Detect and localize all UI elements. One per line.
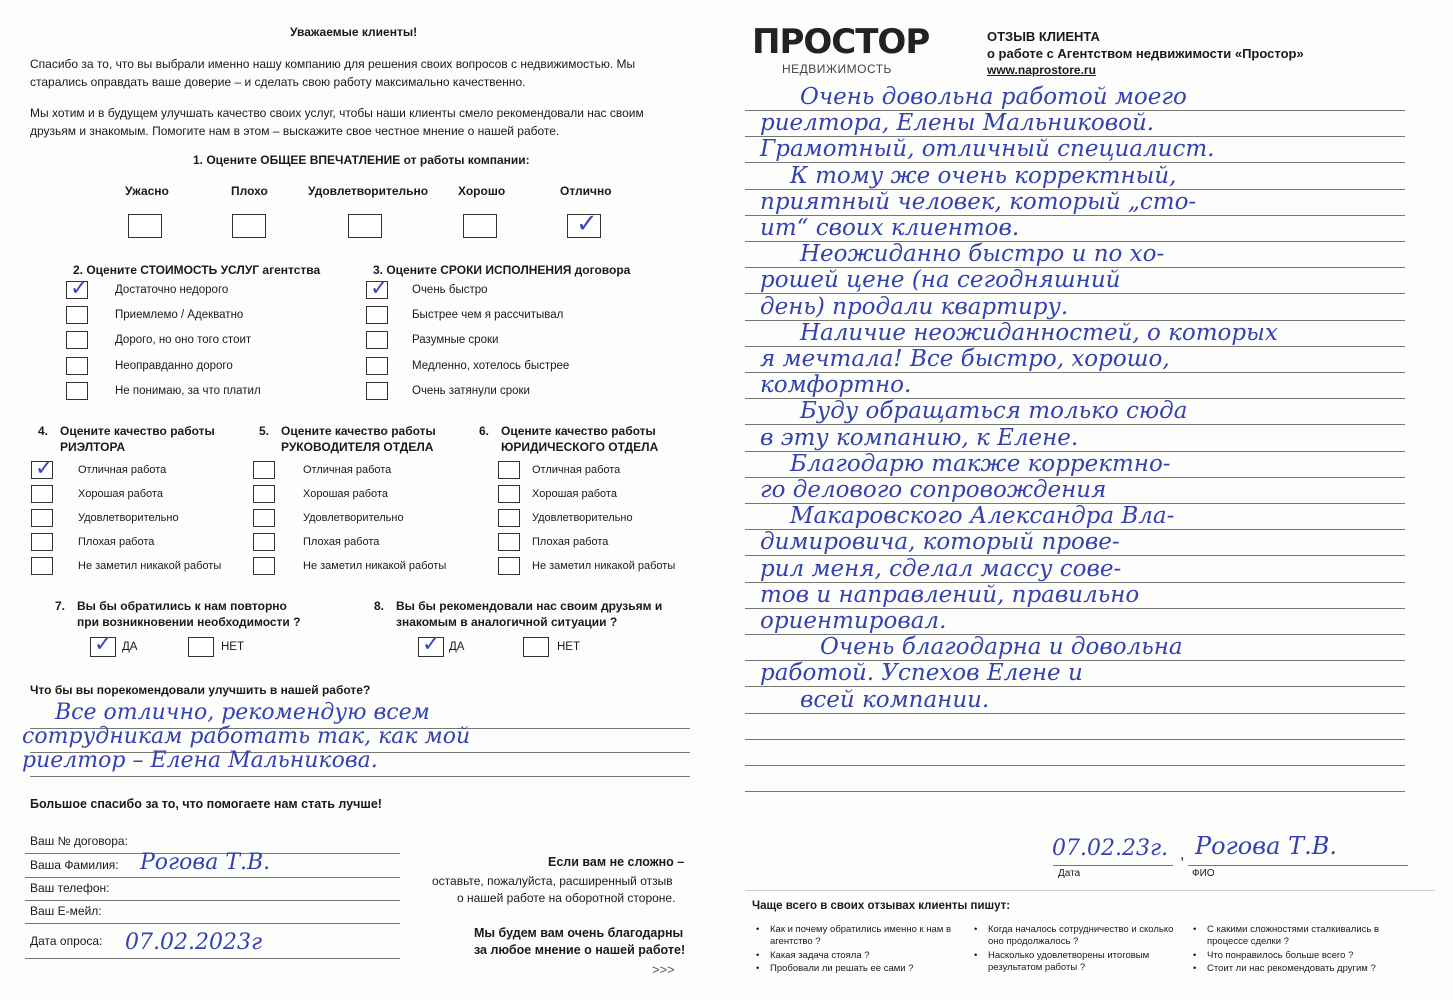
q3-checkbox-4[interactable]	[366, 357, 388, 375]
sign-name-line	[1188, 865, 1408, 866]
q4-option-3: Удовлетворительно	[78, 512, 179, 524]
tip-3-2: • Что понравилось больше всего ?	[1207, 950, 1407, 962]
review-line: день) продали квартиру.	[760, 293, 1069, 320]
prostor-logo	[752, 24, 932, 80]
q8-label-no: НЕТ	[557, 641, 580, 653]
q1-checkbox-awful[interactable]	[128, 214, 162, 238]
q1-checkbox-good[interactable]	[463, 214, 497, 238]
improve-answer-1: Все отлично, рекомендую всем	[55, 700, 430, 725]
q4-checkbox-1[interactable]	[31, 461, 53, 479]
q6-option-3: Удовлетворительно	[532, 512, 633, 524]
q1-checkbox-ok[interactable]	[348, 214, 382, 238]
review-line: в эту компанию, к Елене.	[760, 424, 1079, 451]
review-line: Благодарю также корректно-	[790, 450, 1171, 477]
q2-checkbox-1[interactable]	[66, 281, 88, 299]
q6-checkbox-4[interactable]	[498, 533, 520, 551]
q7-label-no: НЕТ	[221, 641, 244, 653]
q5-title-1: Оцените качество работы	[281, 424, 436, 438]
review-line: тов и направлений, правильно	[760, 581, 1140, 608]
q1-title: 1. Оцените ОБЩЕЕ ВПЕЧАТЛЕНИЕ от работы компании:	[193, 153, 530, 167]
q7-title-2: при возникновении необходимости ?	[77, 615, 301, 629]
tip-2-1: • Когда началось сотрудничество и сколько оно продолжалось ?	[988, 924, 1183, 948]
extra-review-line-2: о нашей работе на оборотной стороне.	[457, 891, 676, 905]
q3-option-3: Разумные сроки	[412, 334, 499, 346]
q7-checkbox-no[interactable]	[188, 637, 214, 657]
review-header-subtitle: о работе с Агентством недвижимости «Простор»	[987, 46, 1304, 61]
review-line: Макаровского Александра Вла-	[790, 503, 1175, 530]
q4-checkbox-2[interactable]	[31, 485, 53, 503]
contract-label: Ваш № договора:	[30, 834, 128, 848]
review-line: рил меня, сделал массу сове-	[760, 555, 1122, 582]
extra-review-title: Если вам не сложно –	[548, 855, 685, 869]
q2-option-5: Не понимаю, за что платил	[115, 385, 261, 397]
improve-answer-3: риелтор – Елена Мальникова.	[22, 748, 378, 773]
tips-divider	[745, 890, 1435, 891]
q8-checkbox-no[interactable]	[523, 637, 549, 657]
logo-main-text: ПРОСТОР	[752, 22, 930, 62]
q5-checkbox-2[interactable]	[253, 485, 275, 503]
tip-1-3: • Пробовали ли решать ее сами ?	[770, 963, 970, 975]
tip-1-1: • Как и почему обратились именно к нам в агентство ?	[770, 924, 970, 948]
q1-label-excellent: Отлично	[560, 184, 612, 198]
q6-checkbox-3[interactable]	[498, 509, 520, 527]
tip-1-2: • Какая задача стояла ?	[770, 950, 970, 962]
q5-option-4: Плохая работа	[303, 536, 380, 548]
q6-number: 6.	[479, 424, 490, 438]
review-line: К тому же очень корректный,	[790, 162, 1177, 189]
q3-option-1: Очень быстро	[412, 284, 488, 296]
surname-line	[25, 877, 400, 878]
review-rule-line	[745, 791, 1405, 792]
q3-option-2: Быстрее чем я рассчитывал	[412, 309, 564, 321]
q2-title: 2. Оцените СТОИМОСТЬ УСЛУГ агентства	[73, 263, 321, 277]
q4-number: 4.	[38, 424, 49, 438]
email-label: Ваш Е-мейл:	[30, 904, 102, 918]
q4-checkbox-5[interactable]	[31, 557, 53, 575]
review-line: димировича, который прове-	[760, 529, 1120, 556]
review-rule-line	[745, 713, 1405, 714]
q3-checkbox-1[interactable]	[366, 281, 388, 299]
q5-option-3: Удовлетворительно	[303, 512, 404, 524]
q4-checkbox-3[interactable]	[31, 509, 53, 527]
review-line: Неожиданно быстро и по хо-	[800, 241, 1165, 268]
extra-review-line-1: оставьте, пожалуйста, расширенный отзыв	[432, 874, 673, 888]
q8-checkbox-yes[interactable]	[418, 637, 444, 657]
review-line: Очень довольна работой моего	[800, 84, 1187, 110]
q3-title: 3. Оцените СРОКИ ИСПОЛНЕНИЯ договора	[373, 263, 631, 277]
q3-checkbox-5[interactable]	[366, 382, 388, 400]
q1-label-bad: Плохо	[231, 184, 268, 198]
review-line: Буду обращаться только сюда	[800, 398, 1188, 425]
review-line: Грамотный, отличный специалист.	[760, 136, 1215, 163]
q7-title-1: Вы бы обратились к нам повторно	[77, 599, 287, 613]
surname-value[interactable]: Рогова Т.В.	[140, 850, 271, 875]
sign-name-value[interactable]: Рогова Т.В.	[1195, 832, 1337, 860]
review-line: рошей цене (на сегодняшний	[760, 267, 1121, 294]
sign-separator: ,	[1180, 846, 1185, 863]
q5-checkbox-1[interactable]	[253, 461, 275, 479]
q2-checkbox-3[interactable]	[66, 331, 88, 349]
q5-option-5: Не заметил никакой работы	[303, 560, 447, 572]
q5-number: 5.	[259, 424, 270, 438]
next-page-arrows: >>>	[652, 962, 675, 977]
review-line: Наличие неожиданностей, о которых	[800, 319, 1278, 346]
review-line: Очень благодарна и довольна	[820, 634, 1183, 661]
improve-line-3	[30, 776, 690, 777]
tip-3-1: • С какими сложностями сталкивались в процессе сделки ?	[1207, 924, 1407, 948]
q5-checkbox-5[interactable]	[253, 557, 275, 575]
q4-checkbox-4[interactable]	[31, 533, 53, 551]
review-line: приятный человек, который „сто-	[760, 188, 1197, 215]
phone-line	[25, 900, 400, 901]
phone-label: Ваш телефон:	[30, 881, 110, 895]
q4-option-2: Хорошая работа	[78, 488, 163, 500]
q4-title-2: РИЭЛТОРА	[60, 440, 126, 454]
sign-date-line	[1053, 865, 1173, 866]
q2-checkbox-4[interactable]	[66, 357, 88, 375]
q6-option-2: Хорошая работа	[532, 488, 617, 500]
tip-2-2: • Насколько удовлетворены итоговым результатом работы ?	[988, 950, 1183, 974]
q6-title-1: Оцените качество работы	[501, 424, 656, 438]
q6-option-5: Не заметил никакой работы	[532, 560, 676, 572]
q8-label-yes: ДА	[449, 641, 465, 653]
surname-label: Ваша Фамилия:	[30, 858, 119, 872]
q2-option-2: Приемлемо / Адекватно	[115, 309, 244, 321]
email-line	[25, 923, 400, 924]
q2-option-4: Неоправданно дорого	[115, 360, 233, 372]
tip-3-3: • Стоит ли нас рекомендовать другим ?	[1207, 963, 1407, 975]
q1-label-good: Хорошо	[458, 184, 506, 198]
q5-checkbox-3[interactable]	[253, 509, 275, 527]
q1-checkbox-bad[interactable]	[232, 214, 266, 238]
review-line: я мечтала! Все быстро, хорошо,	[760, 346, 1170, 372]
q2-option-1: Достаточно недорого	[115, 284, 229, 296]
intro-paragraph-1: Спасибо за то, что вы выбрали именно нашу компанию для решения своих вопросов с недвижимостью. Мы старались оправдать ваше доверие – и сделать свою работу максимально качественно.	[30, 57, 636, 89]
q2-checkbox-2[interactable]	[66, 306, 88, 324]
survey-date-line	[25, 958, 400, 959]
review-line: го делового сопровождения	[760, 477, 1107, 503]
q8-title-1: Вы бы рекомендовали нас своим друзьям и	[396, 599, 663, 613]
q3-option-5: Очень затянули сроки	[412, 385, 530, 397]
grateful-line-1: Мы будем вам очень благодарны	[474, 926, 684, 940]
review-line: всей компании.	[800, 686, 990, 713]
review-rule-line	[745, 765, 1405, 766]
improve-answer-2: сотрудникам работать так, как мой	[22, 724, 471, 749]
logo-sub-text: НЕДВИЖИМОСТЬ	[782, 62, 892, 76]
review-line: работой. Успехов Елене и	[760, 660, 1083, 687]
q7-checkbox-yes[interactable]	[90, 637, 116, 657]
q6-title-2: ЮРИДИЧЕСКОГО ОТДЕЛА	[501, 440, 659, 454]
q4-title-1: Оцените качество работы	[60, 424, 215, 438]
improve-question: Что бы вы порекомендовали улучшить в нашей работе?	[30, 683, 371, 697]
grateful-line-2: за любое мнение о нашей работе!	[474, 943, 686, 957]
q2-option-3: Дорого, но оно того стоит	[115, 334, 252, 346]
q6-option-4: Плохая работа	[532, 536, 609, 548]
q4-option-4: Плохая работа	[78, 536, 155, 548]
q6-checkbox-2[interactable]	[498, 485, 520, 503]
q8-number: 8.	[374, 599, 385, 613]
q3-checkbox-2[interactable]	[366, 306, 388, 324]
review-line: комфортно.	[760, 372, 912, 399]
q7-number: 7.	[55, 599, 66, 613]
q6-option-1: Отличная работа	[532, 464, 621, 476]
q3-checkbox-3[interactable]	[366, 331, 388, 349]
review-line: риелтора, Елены Мальниковой.	[760, 110, 1155, 137]
sign-name-label: ФИО	[1192, 868, 1215, 879]
review-line: ит“ своих клиентов.	[760, 215, 1020, 241]
q3-option-4: Медленно, хотелось быстрее	[412, 360, 570, 372]
review-header-url[interactable]: www.naprostore.ru	[987, 63, 1096, 77]
thanks-text: Большое спасибо за то, что помогаете нам стать лучше!	[30, 797, 382, 811]
tips-title: Чаще всего в своих отзывах клиенты пишут:	[752, 900, 1011, 912]
q5-option-2: Хорошая работа	[303, 488, 388, 500]
q7-label-yes: ДА	[122, 641, 138, 653]
q5-option-1: Отличная работа	[303, 464, 392, 476]
q2-checkbox-5[interactable]	[66, 382, 88, 400]
q4-option-5: Не заметил никакой работы	[78, 560, 222, 572]
q1-label-ok: Удовлетворительно	[308, 184, 429, 198]
review-rule-line	[745, 739, 1405, 740]
q6-checkbox-1[interactable]	[498, 461, 520, 479]
intro-paragraph-2: Мы хотим и в будущем улучшать качество своих услуг, чтобы наши клиенты смело рекомендовали нас своим друзьям и знакомым. Помогите нам в этом – выскажите свое честное мнение о нашей работе.	[30, 106, 644, 138]
q4-option-1: Отличная работа	[78, 464, 167, 476]
sign-date-label: Дата	[1058, 868, 1081, 879]
survey-date-value[interactable]: 07.02.2023г	[125, 930, 263, 955]
q1-checkbox-excellent[interactable]	[567, 214, 601, 238]
q1-label-awful: Ужасно	[125, 184, 169, 198]
review-header-title: ОТЗЫВ КЛИЕНТА	[987, 29, 1100, 44]
q6-checkbox-5[interactable]	[498, 557, 520, 575]
q5-checkbox-4[interactable]	[253, 533, 275, 551]
sign-date-value[interactable]: 07.02.23г.	[1052, 836, 1169, 861]
q5-title-2: РУКОВОДИТЕЛЯ ОТДЕЛА	[281, 440, 434, 454]
survey-date-label: Дата опроса:	[30, 934, 103, 948]
q8-title-2: знакомым в аналогичной ситуации ?	[396, 615, 618, 629]
left-title: Уважаемые клиенты!	[290, 25, 418, 39]
review-line: ориентировал.	[760, 608, 947, 634]
